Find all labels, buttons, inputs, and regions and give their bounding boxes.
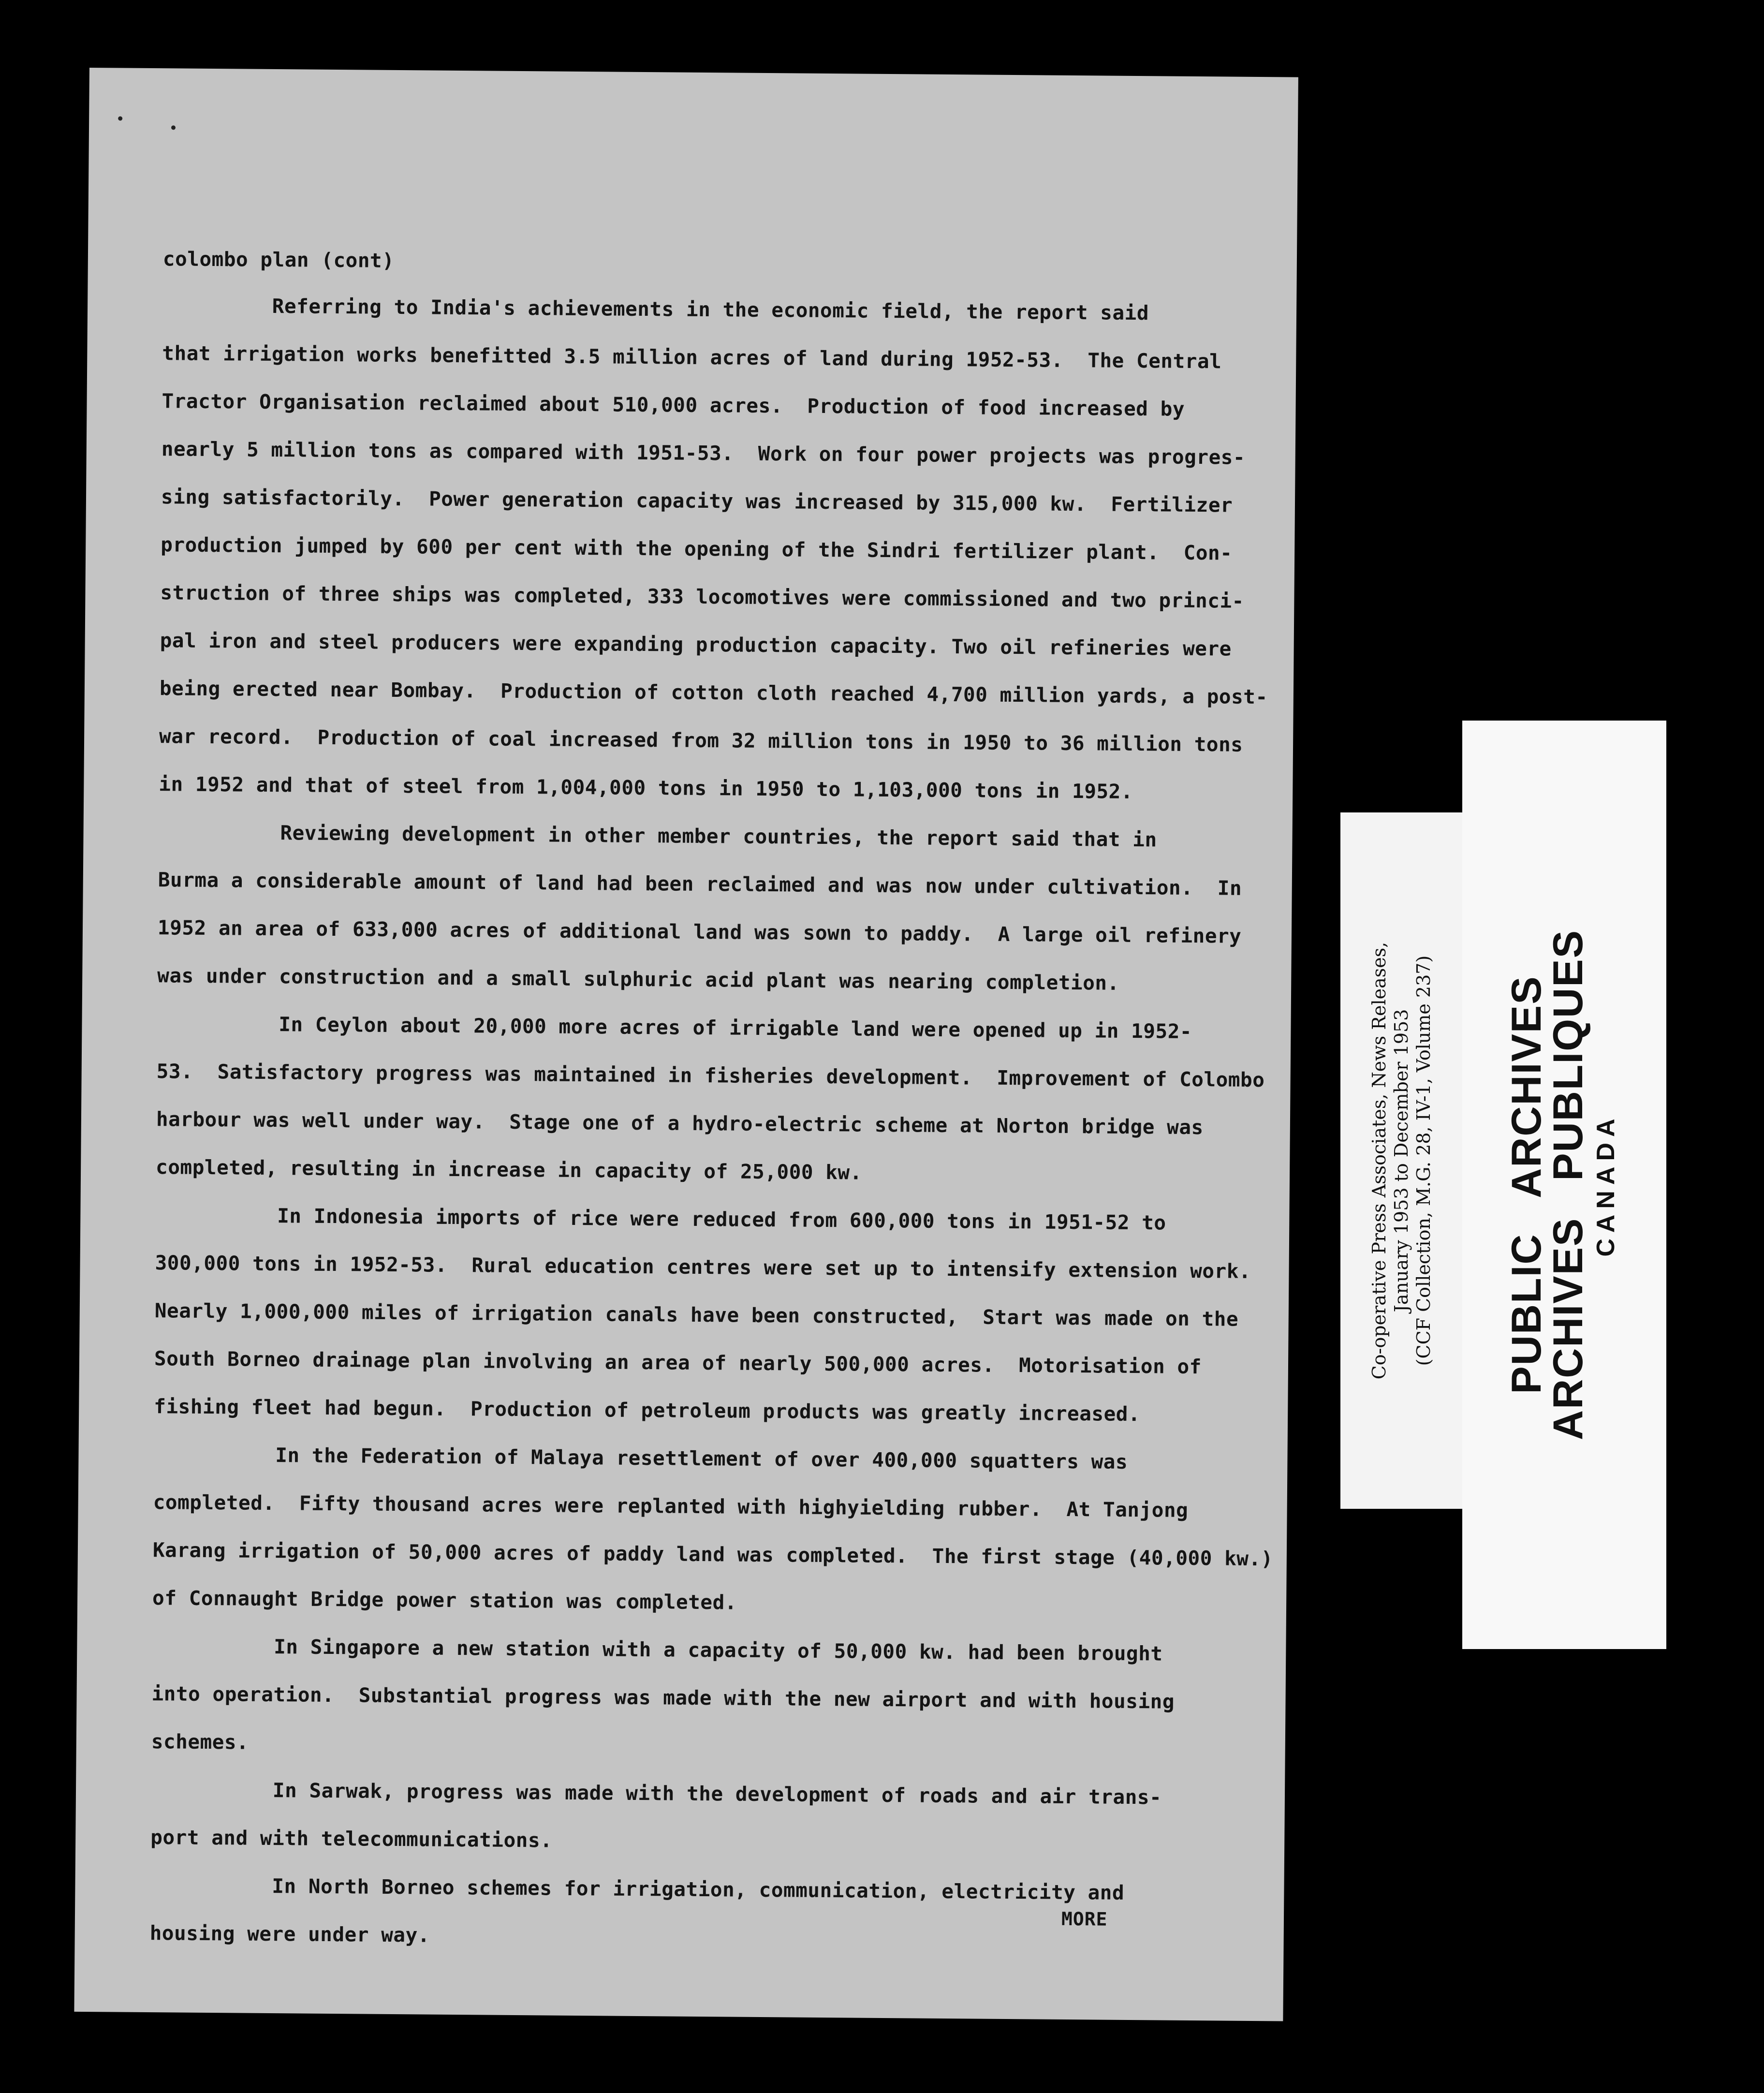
text-line: In North Borneo schemes for irrigation, communication, electricity and xyxy=(150,1873,1125,1904)
collection-label-text xyxy=(1368,942,1435,1380)
stamp-line-canada: CANADA xyxy=(1592,1113,1620,1257)
text-line: was under construction and a small sulphuric acid plant was nearing completion. xyxy=(157,964,1119,995)
text-line: housing were under way. xyxy=(149,1921,430,1947)
collection-label-line: January 1953 to December 1953 xyxy=(1391,1009,1412,1312)
archives-stamp-card xyxy=(1462,721,1666,1649)
text-line: fishing fleet had begun. Production of petroleum products was greatly increased. xyxy=(154,1395,1141,1426)
text-line: Nearly 1,000,000 miles of irrigation canals have been constructed, Start was made on the xyxy=(154,1299,1239,1331)
text-line: that irrigation works benefitted 3.5 million acres of land during 1952-53. The Central xyxy=(162,341,1222,373)
text-line: In Sarwak, progress was made with the development of roads and air trans- xyxy=(150,1778,1162,1809)
text-line: In Indonesia imports of rice were reduced from 600,000 tons in 1951-52 to xyxy=(155,1203,1166,1235)
speck xyxy=(118,116,122,120)
text-line: Reviewing development in other member countries, the report said that in xyxy=(158,820,1157,852)
text-line: pal iron and steel producers were expanding production capacity. Two oil refineries were xyxy=(160,629,1232,661)
document-body xyxy=(149,235,1273,1965)
stamp-line-public-archives: PUBLIC ARCHIVES xyxy=(1503,975,1550,1394)
text-line: In Singapore a new station with a capacity of 50,000 kw. had been brought xyxy=(152,1634,1163,1666)
text-line: war record. Production of coal increased from 32 million tons in 1950 to 36 million tons xyxy=(159,724,1243,756)
text-line: schemes. xyxy=(151,1730,249,1754)
typewritten-page xyxy=(74,68,1298,2021)
speck xyxy=(171,125,176,130)
text-line: 300,000 tons in 1952-53. Rural education centres were set up to intensify extension work. xyxy=(155,1251,1251,1283)
text-line: struction of three ships was completed, 333 locomotives were commissioned and two princi- xyxy=(160,581,1244,613)
text-line: port and with telecommunications. xyxy=(150,1826,553,1852)
text-line: in 1952 and that of steel from 1,004,000 tons in 1950 to 1,103,000 tons in 1952. xyxy=(159,772,1133,803)
text-line: 1952 an area of 633,000 acres of additional land was sown to paddy. A large oil refinery xyxy=(157,916,1242,948)
text-line: into operation. Substantial progress was made with the new airport and with housing xyxy=(151,1682,1175,1713)
text-line: nearly 5 million tons as compared with 1951-53. Work on four power projects was progres- xyxy=(161,437,1246,469)
text-line: In Ceylon about 20,000 more acres of irrigable land were opened up in 1952- xyxy=(157,1012,1192,1043)
document-heading: colombo plan (cont) xyxy=(162,247,395,272)
text-line: completed, resulting in increase in capacity of 25,000 kw. xyxy=(155,1155,862,1184)
text-line: In the Federation of Malaya resettlement of over 400,000 squatters was xyxy=(153,1443,1128,1474)
more-marker: MORE xyxy=(1061,1908,1108,1930)
text-line: Karang irrigation of 50,000 acres of paddy land was completed. The first stage (40,000 kw.) xyxy=(152,1538,1273,1571)
text-line: Tractor Organisation reclaimed about 510,000 acres. Production of food increased by xyxy=(162,389,1185,421)
collection-label-card xyxy=(1340,812,1462,1509)
text-line: harbour was well under way. Stage one of a hydro-electric scheme at Norton bridge was xyxy=(156,1107,1204,1139)
archives-stamp-text xyxy=(1503,929,1623,1441)
text-line: 53. Satisfactory progress was maintained in fisheries development. Improvement of Colombo xyxy=(156,1060,1265,1092)
text-line: South Borneo drainage plan involving an area of nearly 500,000 acres. Motorisation of xyxy=(154,1347,1202,1379)
text-line: of Connaught Bridge power station was completed. xyxy=(152,1586,737,1614)
collection-label-line: Co-operative Press Associates, News Releases, xyxy=(1368,942,1390,1380)
stamp-line-archives-publiques: ARCHIVES PUBLIQUES xyxy=(1545,929,1591,1441)
text-line: production jumped by 600 per cent with the opening of the Sindri fertilizer plant. Con- xyxy=(161,533,1233,565)
text-line: Referring to India's achievements in the economic field, the report said xyxy=(162,294,1149,325)
text-line: completed. Fifty thousand acres were replanted with highyielding rubber. At Tanjong xyxy=(153,1490,1189,1522)
text-line: being erected near Bombay. Production of cotton cloth reached 4,700 million yards, a post- xyxy=(159,677,1268,709)
collection-label-line: (CCF Collection, M.G. 28, IV-1, Volume 237) xyxy=(1413,955,1434,1366)
text-line: Burma a considerable amount of land had been reclaimed and was now under cultivation. In xyxy=(158,868,1242,900)
text-line: sing satisfactorily. Power generation capacity was increased by 315,000 kw. Fertilizer xyxy=(161,485,1233,517)
